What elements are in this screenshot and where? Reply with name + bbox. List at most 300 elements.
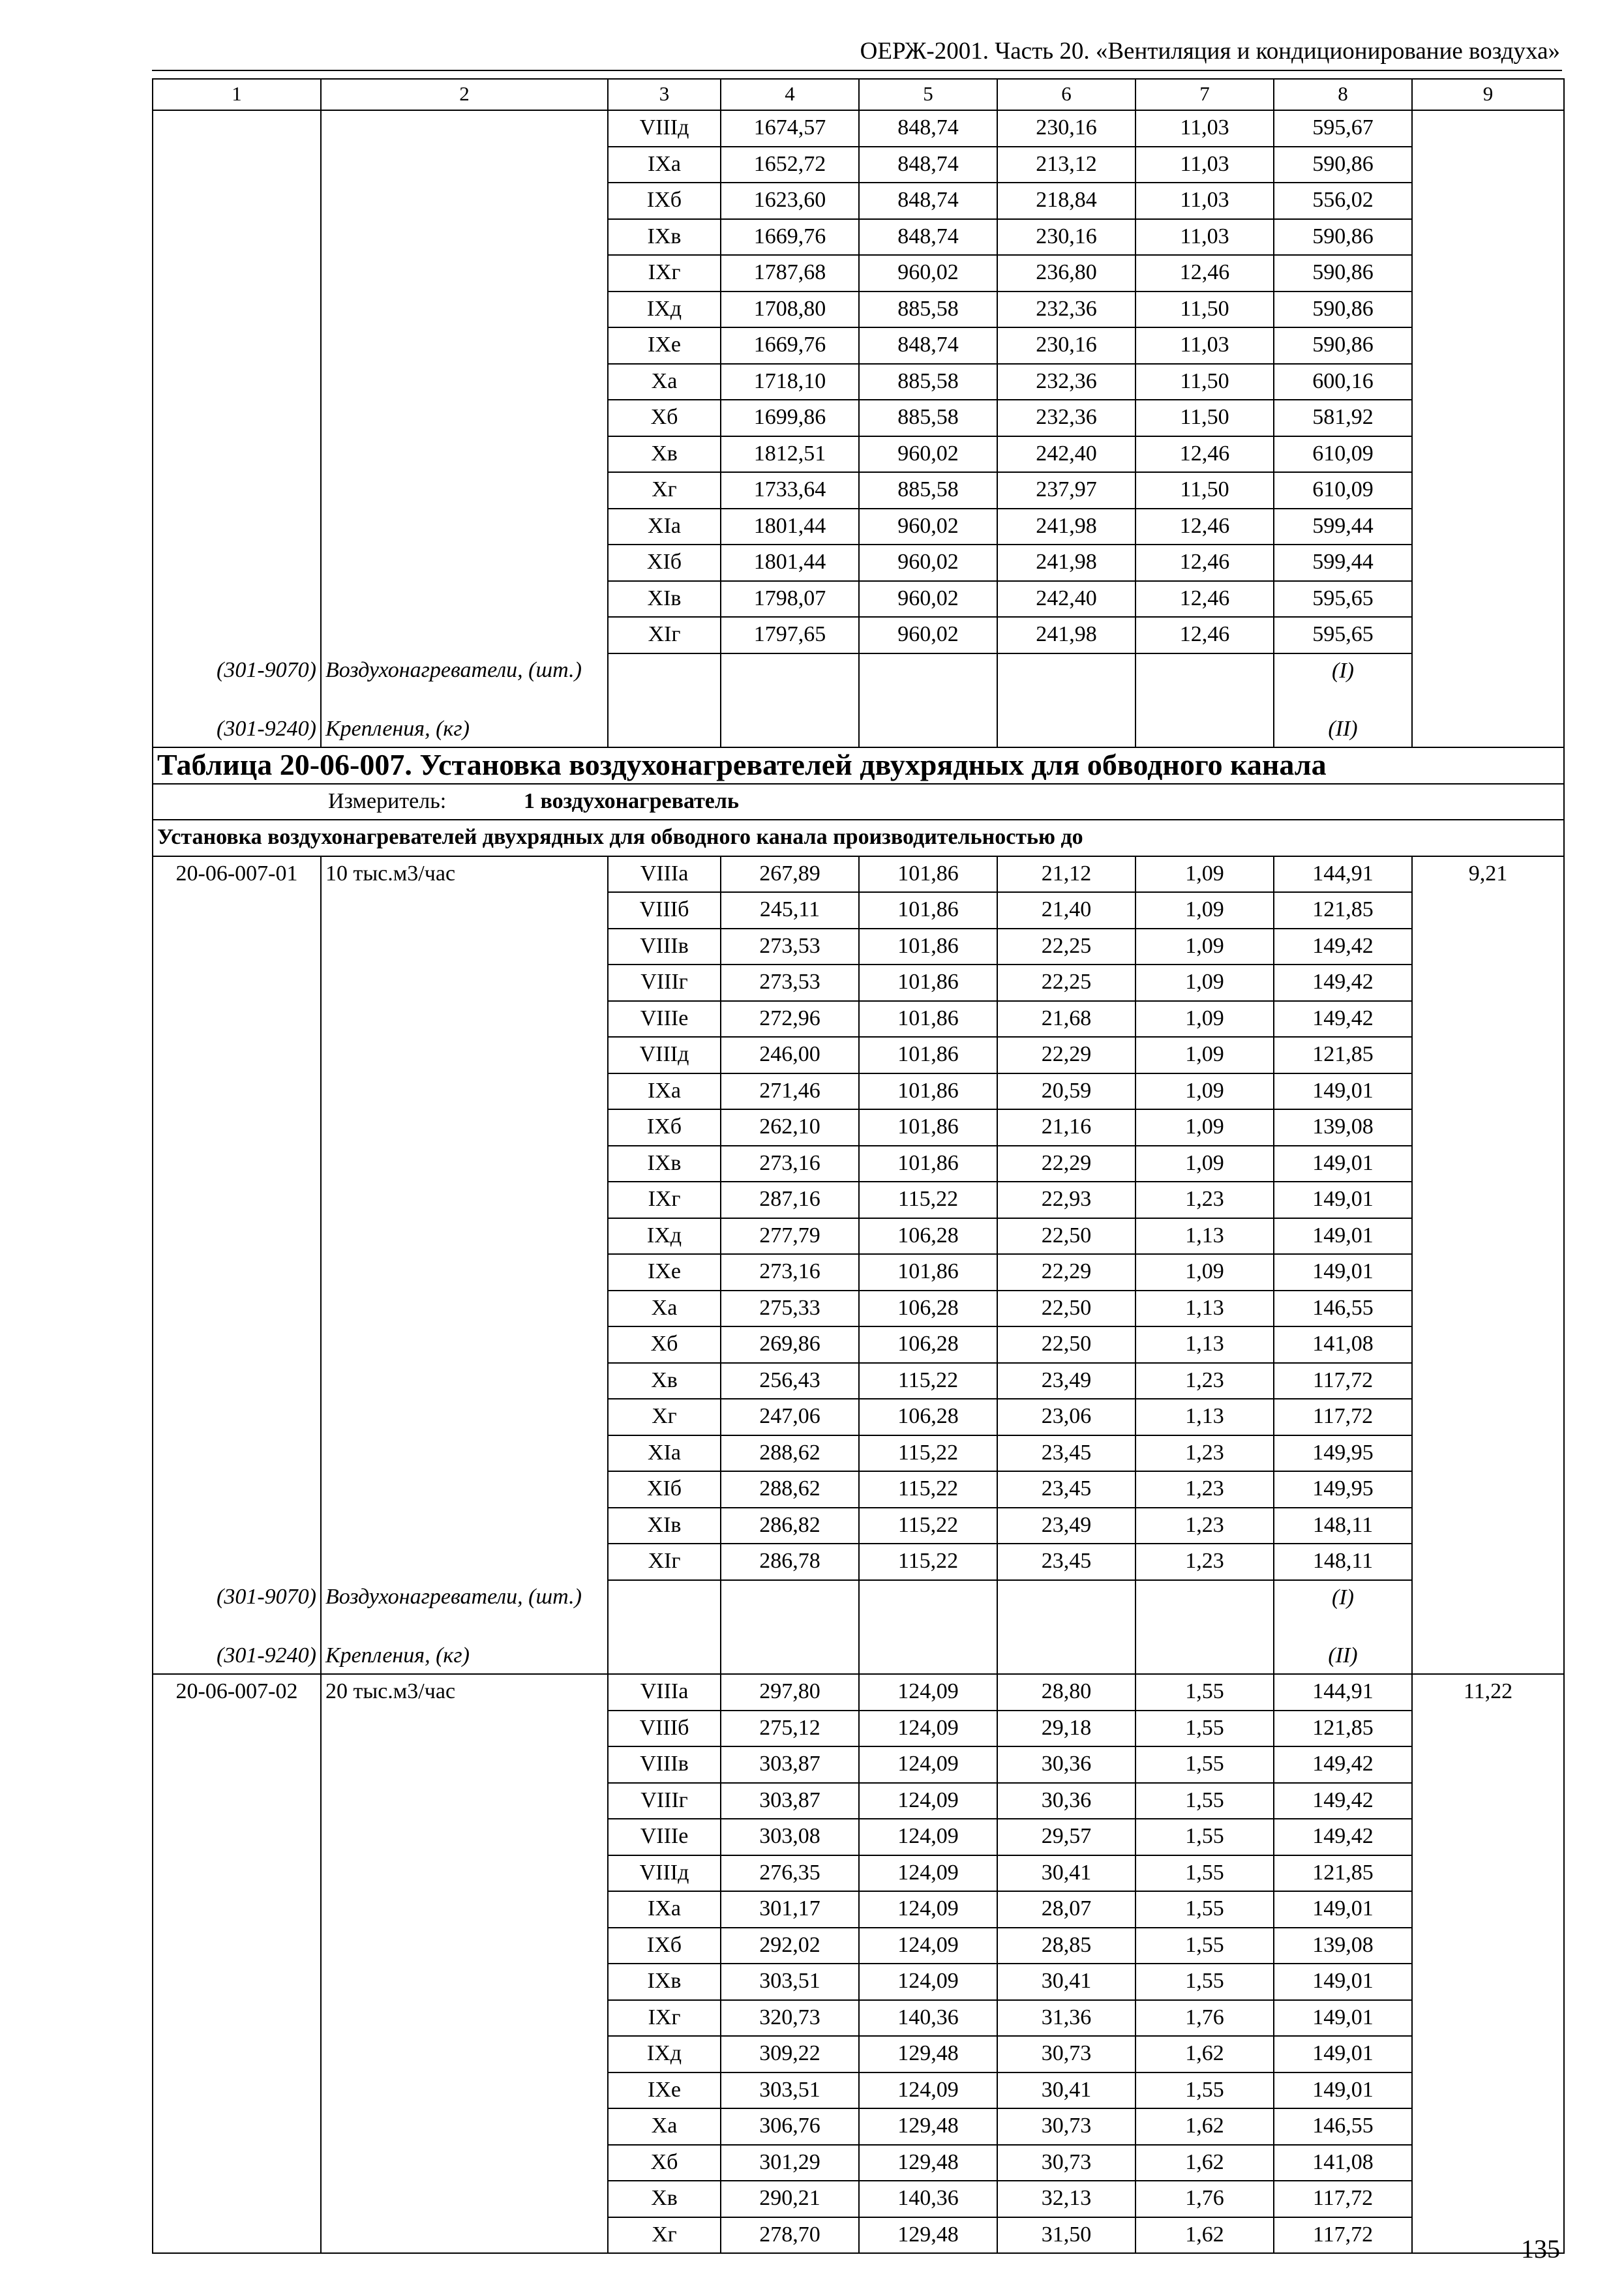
col9-cell (1412, 1891, 1564, 1928)
value-cell: 11,03 (1135, 327, 1274, 364)
code-cell (153, 545, 321, 581)
name-cell (321, 1109, 608, 1146)
value-cell: 236,80 (997, 255, 1135, 292)
value-cell: 1,23 (1135, 1471, 1274, 1508)
value-cell: XIг (608, 617, 721, 653)
column-number: 5 (859, 79, 997, 110)
value-cell: 22,50 (997, 1326, 1135, 1363)
col9-cell (1412, 1182, 1564, 1218)
value-cell: 121,85 (1274, 892, 1412, 929)
table-row (153, 2036, 1564, 2072)
value-cell: 230,16 (997, 219, 1135, 256)
value-cell: IXа (608, 1891, 721, 1928)
col9-cell (1412, 1073, 1564, 1110)
value-cell: 11,50 (1135, 472, 1274, 509)
resource-name: Крепления, (кг) (321, 712, 608, 748)
value-cell: 117,72 (1274, 2181, 1412, 2217)
col9-cell (1412, 472, 1564, 509)
value-cell: IXа (608, 1073, 721, 1110)
name-cell (321, 292, 608, 328)
name-cell (321, 1471, 608, 1508)
code-cell (153, 1544, 321, 1580)
name-cell (321, 1711, 608, 1747)
code-cell (153, 292, 321, 328)
col9-cell (1412, 892, 1564, 929)
value-cell: 556,02 (1274, 183, 1412, 219)
value-cell: 232,36 (997, 400, 1135, 436)
value-cell: 101,86 (859, 1037, 997, 1073)
value-cell: 30,41 (997, 1964, 1135, 2000)
value-cell: 124,09 (859, 1783, 997, 1819)
code-cell (153, 965, 321, 1001)
value-cell: 303,08 (721, 1819, 859, 1855)
resource-name: Крепления, (кг) (321, 1639, 608, 1675)
value-cell: 141,08 (1274, 1326, 1412, 1363)
table-row (153, 1254, 1564, 1291)
col9-cell (1412, 147, 1564, 183)
value-cell: 149,01 (1274, 1182, 1412, 1218)
name-cell (321, 2108, 608, 2145)
value-cell: 1801,44 (721, 545, 859, 581)
value-cell: 286,82 (721, 1508, 859, 1544)
code-cell (153, 1711, 321, 1747)
value-cell: 320,73 (721, 2000, 859, 2037)
value-cell: 124,09 (859, 1711, 997, 1747)
code-cell (153, 2072, 321, 2109)
code-cell (153, 1891, 321, 1928)
table-row (153, 617, 1564, 653)
value-cell: 960,02 (859, 545, 997, 581)
value-cell: 1,76 (1135, 2000, 1274, 2037)
value-cell: 273,16 (721, 1146, 859, 1182)
value-cell: 22,50 (997, 1291, 1135, 1327)
table-row (153, 1218, 1564, 1255)
value-cell: 213,12 (997, 147, 1135, 183)
value-cell: 101,86 (859, 965, 997, 1001)
page-number: 135 (1521, 2234, 1560, 2264)
column-number: 9 (1412, 79, 1564, 110)
value-cell: 1787,68 (721, 255, 859, 292)
code-cell (153, 1326, 321, 1363)
value-cell: 1,23 (1135, 1435, 1274, 1472)
code-cell (153, 327, 321, 364)
value-cell: VIIIд (608, 110, 721, 147)
empty-cell (721, 1639, 859, 1675)
value-cell: IXе (608, 327, 721, 364)
empty-cell (1135, 1580, 1274, 1639)
column-number: 1 (153, 79, 321, 110)
value-cell: 124,09 (859, 1819, 997, 1855)
value-cell: 595,65 (1274, 617, 1412, 653)
value-cell: 149,42 (1274, 1819, 1412, 1855)
value-cell: XIа (608, 509, 721, 545)
value-cell: 115,22 (859, 1363, 997, 1399)
col9-cell (1412, 1291, 1564, 1327)
name-cell (321, 1073, 608, 1110)
col9-cell (1412, 255, 1564, 292)
resource-code: (301-9070) (153, 1580, 321, 1639)
value-cell: 28,85 (997, 1928, 1135, 1964)
name-cell: 20 тыс.м3/час (321, 1674, 608, 1711)
value-cell: 848,74 (859, 183, 997, 219)
value-cell: 271,46 (721, 1073, 859, 1110)
value-cell: 262,10 (721, 1109, 859, 1146)
name-cell (321, 2000, 608, 2037)
value-cell: 1812,51 (721, 436, 859, 473)
value-cell: 1,09 (1135, 856, 1274, 893)
value-cell: 32,13 (997, 2181, 1135, 2217)
value-cell: 306,76 (721, 2108, 859, 2145)
value-cell: 22,29 (997, 1254, 1135, 1291)
col9-cell (1412, 581, 1564, 618)
empty-cell (859, 653, 997, 712)
table-row (153, 1146, 1564, 1182)
value-cell: Xа (608, 2108, 721, 2145)
value-cell: 11,03 (1135, 147, 1274, 183)
value-cell: 1708,80 (721, 292, 859, 328)
resource-row (153, 712, 1564, 748)
value-cell: 885,58 (859, 292, 997, 328)
value-cell: 287,16 (721, 1182, 859, 1218)
value-cell: IXе (608, 2072, 721, 2109)
col9-cell: 11,22 (1412, 1674, 1564, 1711)
empty-cell (721, 712, 859, 748)
value-cell: 1,55 (1135, 1928, 1274, 1964)
name-cell (321, 581, 608, 618)
col9-cell (1412, 1544, 1564, 1580)
empty-cell (1412, 712, 1564, 748)
col9-cell (1412, 545, 1564, 581)
value-cell: 115,22 (859, 1471, 997, 1508)
code-cell (153, 183, 321, 219)
value-cell: 23,06 (997, 1399, 1135, 1435)
value-cell: Xв (608, 1363, 721, 1399)
col9-cell (1412, 327, 1564, 364)
column-number: 7 (1135, 79, 1274, 110)
value-cell: 1,09 (1135, 1109, 1274, 1146)
table-row (153, 1037, 1564, 1073)
value-cell: 121,85 (1274, 1711, 1412, 1747)
code-cell (153, 255, 321, 292)
value-cell: 12,46 (1135, 436, 1274, 473)
col9-cell (1412, 1783, 1564, 1819)
resource-value: (I) (1274, 653, 1412, 712)
value-cell: 30,73 (997, 2108, 1135, 2145)
value-cell: XIв (608, 1508, 721, 1544)
value-cell: 309,22 (721, 2036, 859, 2072)
table-row (153, 2000, 1564, 2037)
value-cell: VIIIв (608, 1746, 721, 1783)
value-cell: 218,84 (997, 183, 1135, 219)
table-row (153, 327, 1564, 364)
value-cell: 101,86 (859, 1109, 997, 1146)
column-number-row (153, 79, 1564, 110)
value-cell: 960,02 (859, 509, 997, 545)
code-cell (153, 2181, 321, 2217)
value-cell: 149,01 (1274, 2072, 1412, 2109)
value-cell: 149,42 (1274, 1001, 1412, 1038)
resource-value: (II) (1274, 1639, 1412, 1675)
column-number: 3 (608, 79, 721, 110)
value-cell: 139,08 (1274, 1928, 1412, 1964)
value-cell: 1,09 (1135, 1001, 1274, 1038)
name-cell (321, 1964, 608, 2000)
value-cell: 610,09 (1274, 472, 1412, 509)
value-cell: 124,09 (859, 1855, 997, 1892)
value-cell: Xг (608, 2217, 721, 2254)
code-cell (153, 1435, 321, 1472)
table-row (153, 1291, 1564, 1327)
empty-cell (1135, 1639, 1274, 1675)
table-row (153, 929, 1564, 965)
value-cell: 292,02 (721, 1928, 859, 1964)
page-header: ОЕРЖ-2001. Часть 20. «Вентиляция и кондиционирование воздуха» (860, 38, 1560, 65)
value-cell: 241,98 (997, 617, 1135, 653)
col9-cell (1412, 929, 1564, 965)
value-cell: 12,46 (1135, 509, 1274, 545)
column-number: 4 (721, 79, 859, 110)
value-cell: 278,70 (721, 2217, 859, 2254)
value-cell: 28,80 (997, 1674, 1135, 1711)
value-cell: 1674,57 (721, 110, 859, 147)
value-cell: 149,42 (1274, 1746, 1412, 1783)
value-cell: 1,62 (1135, 2108, 1274, 2145)
value-cell: 599,44 (1274, 509, 1412, 545)
value-cell: 22,25 (997, 929, 1135, 965)
col9-cell (1412, 2000, 1564, 2037)
value-cell: 1,23 (1135, 1182, 1274, 1218)
table-row (153, 364, 1564, 400)
name-cell (321, 110, 608, 147)
value-cell: 246,00 (721, 1037, 859, 1073)
value-cell: 11,03 (1135, 183, 1274, 219)
value-cell: 124,09 (859, 1928, 997, 1964)
value-cell: 12,46 (1135, 581, 1274, 618)
code-cell (153, 929, 321, 965)
value-cell: 20,59 (997, 1073, 1135, 1110)
empty-cell (608, 712, 721, 748)
value-cell: 1,09 (1135, 1146, 1274, 1182)
value-cell: 11,50 (1135, 400, 1274, 436)
table-row (153, 1891, 1564, 1928)
value-cell: 581,92 (1274, 400, 1412, 436)
value-cell: 115,22 (859, 1435, 997, 1472)
code-cell (153, 147, 321, 183)
name-cell (321, 509, 608, 545)
value-cell: IXб (608, 1109, 721, 1146)
table-row (153, 2145, 1564, 2181)
table-row (153, 2108, 1564, 2145)
col9-cell (1412, 1471, 1564, 1508)
value-cell: 230,16 (997, 327, 1135, 364)
value-cell: 101,86 (859, 1146, 997, 1182)
value-cell: 139,08 (1274, 1109, 1412, 1146)
value-cell: 101,86 (859, 856, 997, 893)
value-cell: 1,55 (1135, 1674, 1274, 1711)
value-cell: 129,48 (859, 2108, 997, 2145)
col9-cell (1412, 617, 1564, 653)
code-cell (153, 1109, 321, 1146)
value-cell: 1718,10 (721, 364, 859, 400)
value-cell: 106,28 (859, 1399, 997, 1435)
empty-cell (859, 712, 997, 748)
col9-cell (1412, 1001, 1564, 1038)
name-cell (321, 1544, 608, 1580)
table-row (153, 219, 1564, 256)
value-cell: 1733,64 (721, 472, 859, 509)
table-row (153, 545, 1564, 581)
value-cell: 1,55 (1135, 1855, 1274, 1892)
name-cell (321, 1363, 608, 1399)
value-cell: 115,22 (859, 1544, 997, 1580)
empty-cell (721, 653, 859, 712)
name-cell (321, 1928, 608, 1964)
code-cell (153, 364, 321, 400)
table-row (153, 1855, 1564, 1892)
value-cell: 1,09 (1135, 965, 1274, 1001)
code-cell: 20-06-007-01 (153, 856, 321, 893)
value-cell: 242,40 (997, 581, 1135, 618)
code-cell (153, 2145, 321, 2181)
value-cell: 146,55 (1274, 1291, 1412, 1327)
table-row (153, 1182, 1564, 1218)
empty-cell (1412, 1639, 1564, 1675)
value-cell: IXд (608, 1218, 721, 1255)
col9-cell (1412, 292, 1564, 328)
col9-cell (1412, 400, 1564, 436)
name-cell (321, 2072, 608, 2109)
empty-cell (608, 1580, 721, 1639)
value-cell: 885,58 (859, 400, 997, 436)
value-cell: 1699,86 (721, 400, 859, 436)
value-cell: Xв (608, 2181, 721, 2217)
table-row (153, 472, 1564, 509)
value-cell: 21,68 (997, 1001, 1135, 1038)
value-cell: 124,09 (859, 1964, 997, 2000)
empty-cell (859, 1580, 997, 1639)
col9-cell (1412, 1146, 1564, 1182)
value-cell: 1669,76 (721, 327, 859, 364)
value-cell: 101,86 (859, 1254, 997, 1291)
table-row (153, 2217, 1564, 2254)
code-cell (153, 892, 321, 929)
value-cell: 272,96 (721, 1001, 859, 1038)
resource-row (153, 653, 1564, 712)
value-cell: 1,62 (1135, 2036, 1274, 2072)
value-cell: 275,33 (721, 1291, 859, 1327)
value-cell: 11,50 (1135, 292, 1274, 328)
value-cell: 149,01 (1274, 2036, 1412, 2072)
value-cell: 148,11 (1274, 1544, 1412, 1580)
value-cell: 303,87 (721, 1783, 859, 1819)
table-row (153, 1711, 1564, 1747)
name-cell (321, 219, 608, 256)
value-cell: 23,45 (997, 1471, 1135, 1508)
name-cell: 10 тыс.м3/час (321, 856, 608, 893)
value-cell: VIIIе (608, 1001, 721, 1038)
name-cell (321, 1254, 608, 1291)
value-cell: 30,36 (997, 1783, 1135, 1819)
code-cell (153, 1783, 321, 1819)
value-cell: 237,97 (997, 472, 1135, 509)
code-cell (153, 617, 321, 653)
value-cell: 286,78 (721, 1544, 859, 1580)
measure-value: 1 воздухонагреватель (524, 788, 739, 813)
value-cell: 1,09 (1135, 1073, 1274, 1110)
name-cell (321, 364, 608, 400)
col9-cell (1412, 2036, 1564, 2072)
table-title: Таблица 20-06-007. Установка воздухонагревателей двухрядных для обводного канала (153, 747, 1564, 784)
value-cell: 21,40 (997, 892, 1135, 929)
value-cell: 277,79 (721, 1218, 859, 1255)
value-cell: 960,02 (859, 436, 997, 473)
name-cell (321, 400, 608, 436)
value-cell: 129,48 (859, 2217, 997, 2254)
rates-table (152, 78, 1565, 2254)
value-cell: XIб (608, 1471, 721, 1508)
value-cell: 23,45 (997, 1544, 1135, 1580)
value-cell: 117,72 (1274, 2217, 1412, 2254)
value-cell: 144,91 (1274, 856, 1412, 893)
value-cell: 1,09 (1135, 1254, 1274, 1291)
value-cell: VIIIд (608, 1855, 721, 1892)
col9-cell (1412, 2108, 1564, 2145)
value-cell: 1669,76 (721, 219, 859, 256)
value-cell: 21,12 (997, 856, 1135, 893)
value-cell: 232,36 (997, 364, 1135, 400)
table-row (153, 965, 1564, 1001)
name-cell (321, 1891, 608, 1928)
name-cell (321, 892, 608, 929)
value-cell: 149,01 (1274, 1964, 1412, 2000)
value-cell: 23,45 (997, 1435, 1135, 1472)
table-row (153, 1001, 1564, 1038)
value-cell: 121,85 (1274, 1855, 1412, 1892)
value-cell: 297,80 (721, 1674, 859, 1711)
value-cell: 106,28 (859, 1326, 997, 1363)
value-cell: 595,65 (1274, 581, 1412, 618)
value-cell: 273,53 (721, 965, 859, 1001)
value-cell: 22,29 (997, 1037, 1135, 1073)
col9-cell (1412, 1399, 1564, 1435)
name-cell (321, 1746, 608, 1783)
value-cell: IXг (608, 255, 721, 292)
empty-cell (1412, 1580, 1564, 1639)
col9-cell (1412, 1964, 1564, 2000)
value-cell: 247,06 (721, 1399, 859, 1435)
code-cell (153, 219, 321, 256)
value-cell: 1,13 (1135, 1291, 1274, 1327)
value-cell: IXг (608, 1182, 721, 1218)
header-rule (152, 70, 1562, 71)
value-cell: 149,01 (1274, 1218, 1412, 1255)
col9-cell (1412, 2181, 1564, 2217)
value-cell: 885,58 (859, 364, 997, 400)
value-cell: VIIIа (608, 856, 721, 893)
col9-cell: 9,21 (1412, 856, 1564, 893)
value-cell: 590,86 (1274, 147, 1412, 183)
value-cell: IXг (608, 2000, 721, 2037)
table-row (153, 1471, 1564, 1508)
name-cell (321, 1435, 608, 1472)
value-cell: 22,25 (997, 965, 1135, 1001)
name-cell (321, 2036, 608, 2072)
value-cell: 149,42 (1274, 1783, 1412, 1819)
value-cell: 29,18 (997, 1711, 1135, 1747)
value-cell: 140,36 (859, 2181, 997, 2217)
code-cell (153, 1254, 321, 1291)
name-cell (321, 2181, 608, 2217)
